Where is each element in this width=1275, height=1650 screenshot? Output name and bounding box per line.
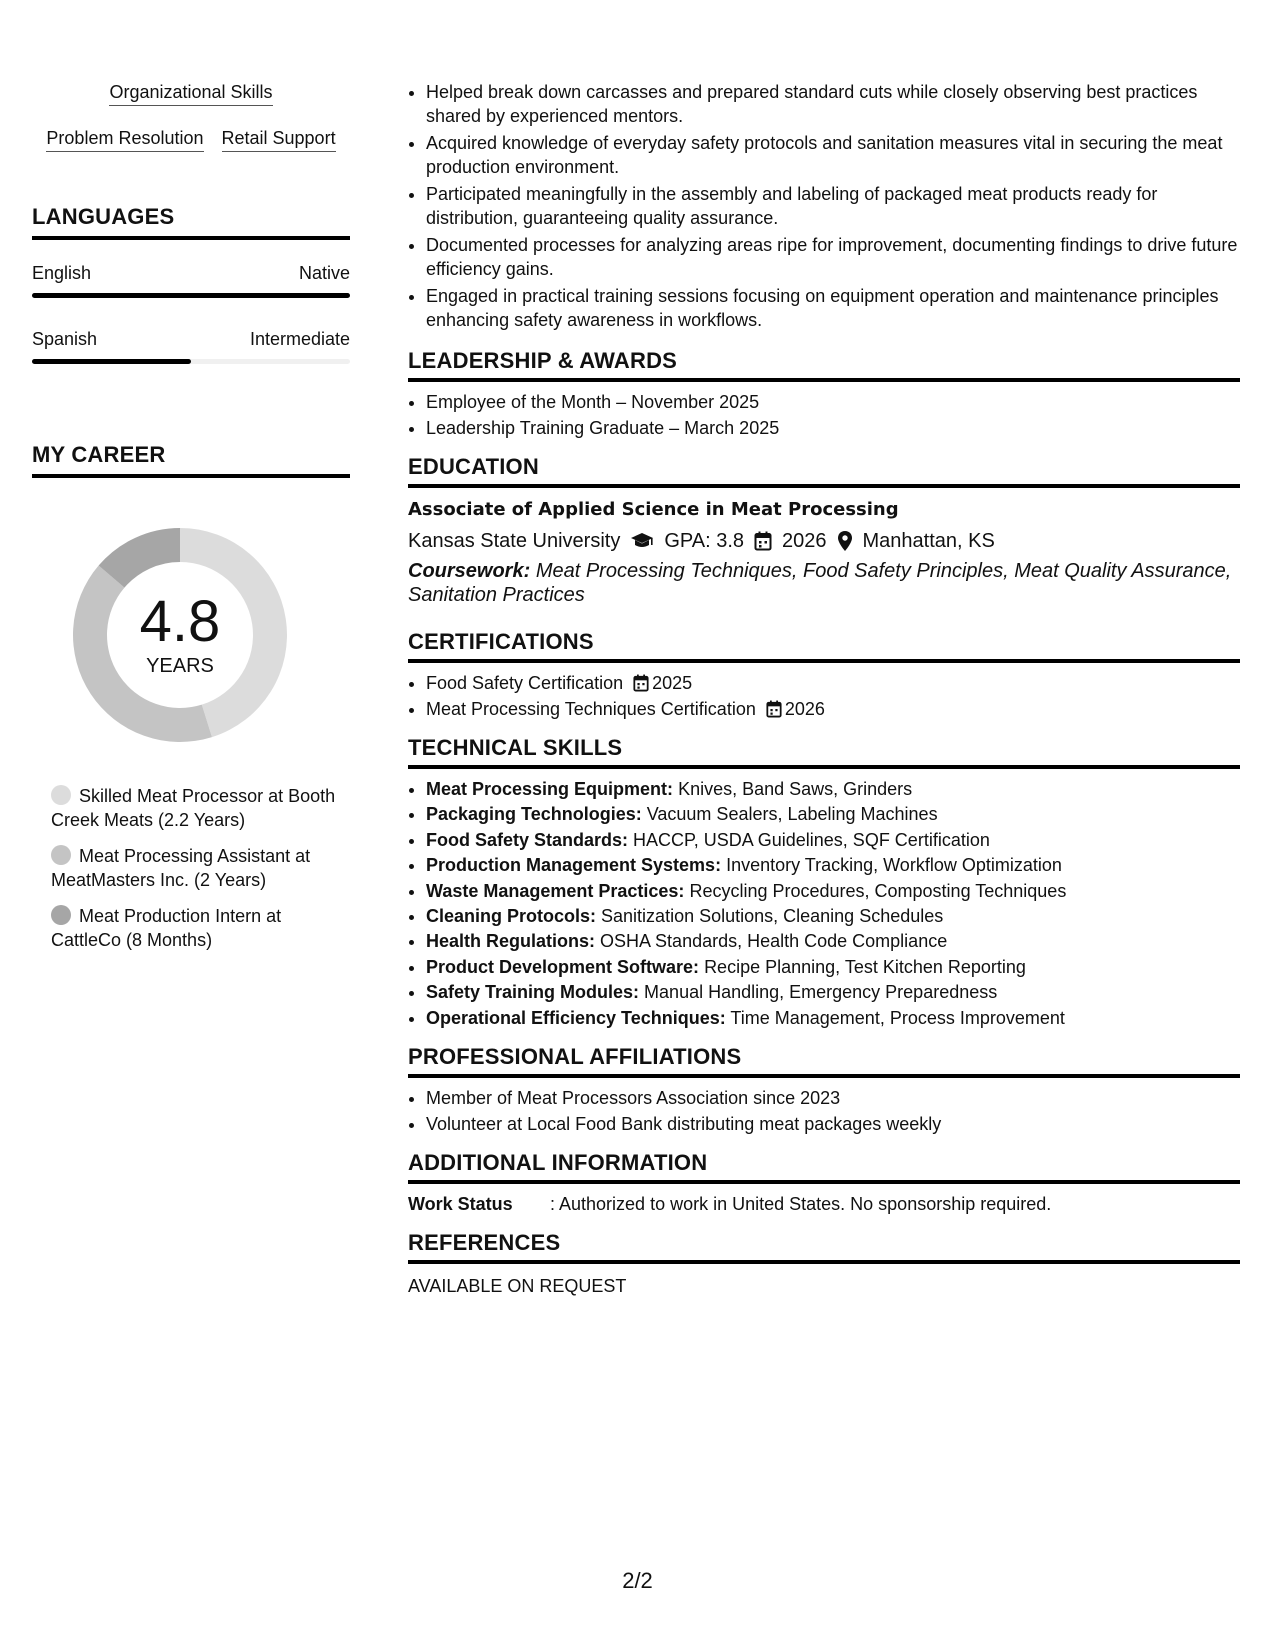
list-item: • Food Safety Certification 2025 — [426, 671, 1240, 695]
career-total-value: 4.8 — [139, 589, 221, 654]
legend-dot — [51, 905, 71, 925]
calendar-icon — [766, 700, 782, 718]
skill-tag: Problem Resolution — [46, 126, 203, 152]
page-number: 2/2 — [622, 1568, 653, 1593]
language-bar — [32, 359, 350, 364]
list-item: • Safety Training Modules: Manual Handling, Emergency Preparedness — [426, 980, 1240, 1004]
calendar-icon — [633, 674, 649, 692]
graduation-cap-icon — [630, 532, 654, 550]
graduation-year: 2026 — [782, 530, 827, 552]
work-status-label: Work Status — [408, 1193, 513, 1214]
school-name: Kansas State University — [408, 530, 621, 552]
list-item: • Volunteer at Local Food Bank distributing meat packages weekly — [426, 1112, 1240, 1136]
list-item: • Product Development Software: Recipe Planning, Test Kitchen Reporting — [426, 955, 1240, 979]
affiliations-section — [408, 1044, 1240, 1136]
skills-row-1 — [32, 80, 350, 106]
list-item: • Helped break down carcasses and prepared standard cuts while closely observing best practices shared by experienced mentors. — [426, 80, 1240, 128]
languages-heading: LANGUAGES — [32, 204, 350, 240]
skill-tag: Organizational Skills — [109, 80, 272, 106]
leadership-heading: LEADERSHIP & AWARDS — [408, 348, 1240, 382]
school-location: Manhattan, KS — [862, 530, 995, 552]
list-item: • Cleaning Protocols: Sanitization Solutions, Cleaning Schedules — [426, 904, 1240, 928]
language-bar-fill — [32, 293, 350, 298]
career-legend-item: Meat Production Intern at CattleCo (8 Months) — [51, 906, 282, 950]
list-item: • Documented processes for analyzing areas ripe for improvement, documenting findings to drive future efficiency gains. — [426, 233, 1240, 281]
coursework-label: Coursework: — [408, 560, 531, 582]
list-item: • Employee of the Month – November 2025 — [426, 390, 1240, 414]
list-item: • Waste Management Practices: Recycling Procedures, Composting Techniques — [426, 879, 1240, 903]
language-level: Intermediate — [249, 329, 350, 349]
education-meta — [408, 527, 1240, 555]
affiliations-heading: PROFESSIONAL AFFILIATIONS — [408, 1044, 1240, 1078]
references-heading: REFERENCES — [408, 1230, 1240, 1264]
career-legend-item: Meat Processing Assistant at MeatMasters Inc. (2 Years) — [51, 846, 311, 890]
references-section — [408, 1230, 1240, 1298]
calendar-icon — [754, 531, 772, 551]
certifications-section — [408, 629, 1240, 721]
list-item: • Operational Efficiency Techniques: Time Management, Process Improvement — [426, 1006, 1240, 1030]
leadership-section — [408, 348, 1240, 440]
list-item: • Member of Meat Processors Association since 2023 — [426, 1086, 1240, 1110]
career-legend-item: Skilled Meat Processor at Booth Creek Meats (2.2 Years) — [51, 786, 336, 830]
list-item: • Participated meaningfully in the assembly and labeling of packaged meat products ready for distribution, guaranteeing quality assurance. — [426, 182, 1240, 230]
language-name: English — [32, 263, 92, 283]
technical-skills-heading: TECHNICAL SKILLS — [408, 735, 1240, 769]
career-heading: MY CAREER — [32, 442, 350, 478]
legend-dot — [51, 785, 71, 805]
work-status-row — [408, 1192, 1240, 1216]
list-item: • Leadership Training Graduate – March 2025 — [426, 416, 1240, 440]
language-level: Native — [298, 263, 350, 283]
education-heading: EDUCATION — [408, 454, 1240, 488]
list-item: • Engaged in practical training sessions focusing on equipment operation and maintenance principles enhancing safety awareness in workflows. — [426, 284, 1240, 332]
degree-title: Associate of Applied Science in Meat Processing — [408, 499, 899, 520]
additional-info-heading: ADDITIONAL INFORMATION — [408, 1150, 1240, 1184]
list-item: • Health Regulations: OSHA Standards, Health Code Compliance — [426, 929, 1240, 953]
language-bar-fill — [32, 359, 191, 364]
language-item — [32, 328, 350, 364]
career-legend — [32, 784, 350, 952]
technical-skills-section — [408, 735, 1240, 1030]
language-bar — [32, 293, 350, 298]
language-item — [32, 262, 350, 298]
skills-row-2 — [32, 126, 350, 152]
list-item: • Meat Processing Techniques Certification 2026 — [426, 697, 1240, 721]
education-section — [408, 454, 1240, 607]
list-item: • Production Management Systems: Inventory Tracking, Workflow Optimization — [426, 853, 1240, 877]
career-total-unit: YEARS — [146, 655, 214, 677]
references-text: AVAILABLE ON REQUEST — [408, 1275, 627, 1296]
list-item: • Acquired knowledge of everyday safety protocols and sanitation measures vital in securing the meat production environment. — [426, 131, 1240, 179]
certifications-heading: CERTIFICATIONS — [408, 629, 1240, 663]
language-name: Spanish — [32, 329, 98, 349]
coursework: Coursework: Meat Processing Techniques, Food Safety Principles, Meat Quality Assurance, Sanitation Practices — [408, 560, 1232, 606]
left-column — [32, 80, 350, 964]
skill-tag: Retail Support — [222, 126, 336, 152]
work-status-value: : Authorized to work in United States. No sponsorship required. — [550, 1193, 1052, 1214]
legend-dot — [51, 845, 71, 865]
gpa: GPA: 3.8 — [664, 530, 744, 552]
additional-info-section — [408, 1150, 1240, 1216]
location-pin-icon — [837, 530, 853, 552]
list-item: • Food Safety Standards: HACCP, USDA Guidelines, SQF Certification — [426, 828, 1240, 852]
list-item: • Packaging Technologies: Vacuum Sealers, Labeling Machines — [426, 802, 1240, 826]
right-column — [408, 80, 1240, 1298]
career-donut-chart — [67, 522, 293, 748]
list-item: • Meat Processing Equipment: Knives, Band Saws, Grinders — [426, 777, 1240, 801]
technical-skills-list — [408, 777, 1240, 1030]
experience-bullets — [408, 80, 1240, 332]
